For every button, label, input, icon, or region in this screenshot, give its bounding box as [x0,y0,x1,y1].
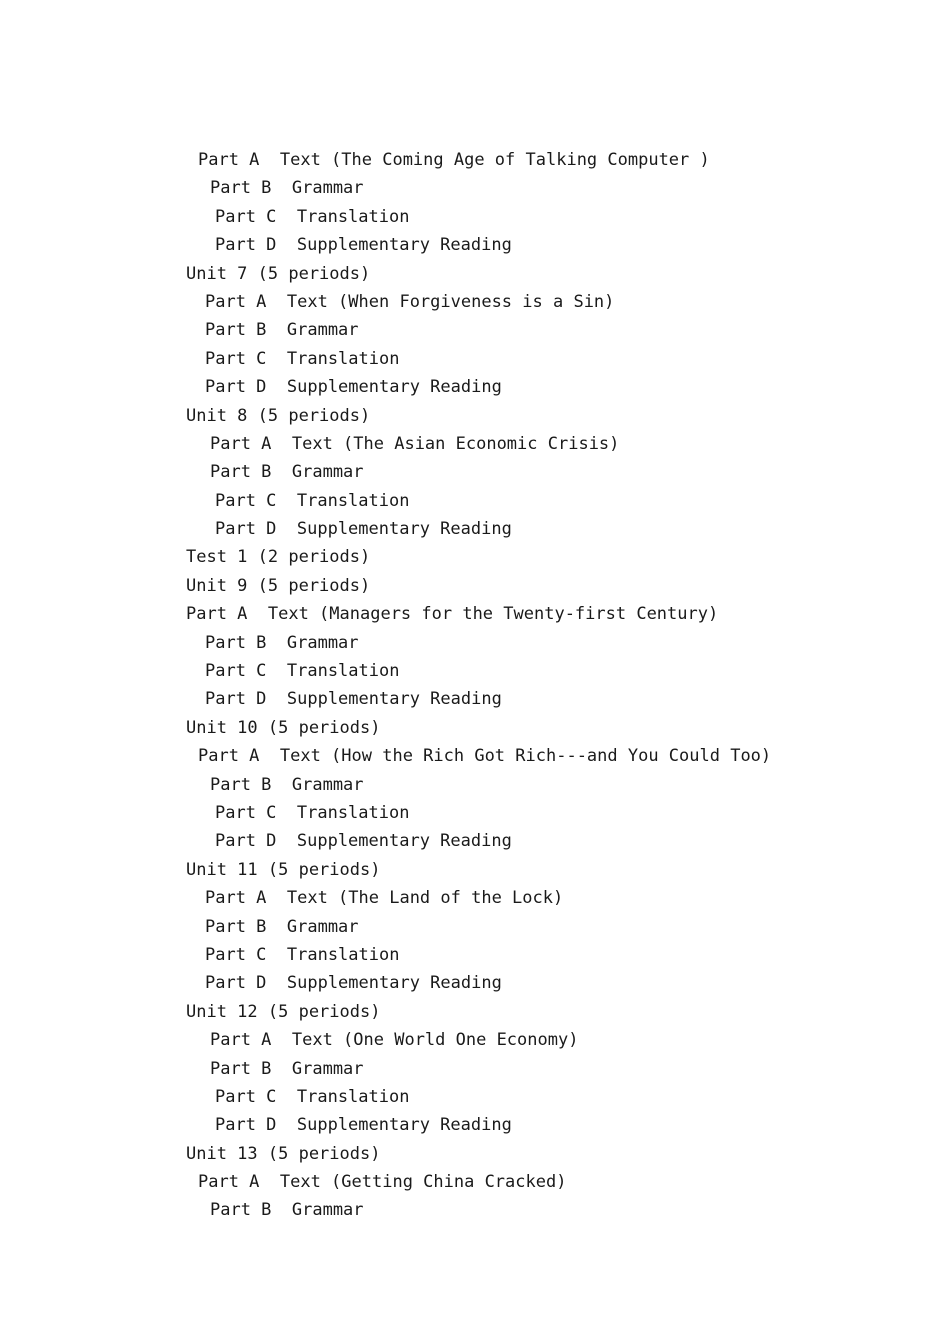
outline-item: Part D Supplementary Reading [215,235,512,256]
outline-item: Part C Translation [215,802,410,823]
outline-heading: Unit 11 (5 periods) [186,859,381,880]
outline-item: Part B Grammar [210,462,364,483]
outline-heading: Unit 8 (5 periods) [186,405,371,426]
outline-item: Part A Text (One World One Economy) [210,1030,579,1051]
outline-item: Part A Text (When Forgiveness is a Sin) [205,291,615,312]
outline-heading: Unit 10 (5 periods) [186,717,381,738]
outline-item: Part B Grammar [210,178,364,199]
outline-heading: Test 1 (2 periods) [186,547,371,568]
outline-heading: Unit 9 (5 periods) [186,575,371,596]
outline-item: Part C Translation [205,661,400,682]
outline-item: Part A Text (Managers for the Twenty-first Century) [186,604,719,625]
outline-item: Part D Supplementary Reading [205,973,502,994]
outline-item: Part A Text (The Asian Economic Crisis) [210,433,620,454]
outline-item: Part B Grammar [205,632,359,653]
outline-item: Part B Grammar [210,1200,364,1221]
outline-item: Part D Supplementary Reading [215,519,512,540]
outline-item: Part C Translation [215,1086,410,1107]
outline-item: Part C Translation [215,206,410,227]
outline-heading: Unit 13 (5 periods) [186,1143,381,1164]
outline-item: Part C Translation [205,944,400,965]
outline-item: Part D Supplementary Reading [215,831,512,852]
outline-heading: Unit 12 (5 periods) [186,1001,381,1022]
outline-item: Part B Grammar [205,916,359,937]
outline-item: Part C Translation [205,348,400,369]
course-outline [186,146,771,1225]
outline-item: Part A Text (The Land of the Lock) [205,888,564,909]
outline-item: Part B Grammar [210,774,364,795]
outline-item: Part B Grammar [210,1058,364,1079]
outline-item: Part D Supplementary Reading [205,377,502,398]
outline-item: Part A Text (Getting China Cracked) [198,1172,567,1193]
outline-item: Part B Grammar [205,320,359,341]
outline-item: Part A Text (How the Rich Got Rich---and You Could Too) [198,746,772,767]
outline-item: Part D Supplementary Reading [205,689,502,710]
outline-item: Part D Supplementary Reading [215,1115,512,1136]
outline-item: Part C Translation [215,490,410,511]
outline-heading: Unit 7 (5 periods) [186,263,371,284]
outline-item: Part A Text (The Coming Age of Talking Computer ) [198,150,710,170]
